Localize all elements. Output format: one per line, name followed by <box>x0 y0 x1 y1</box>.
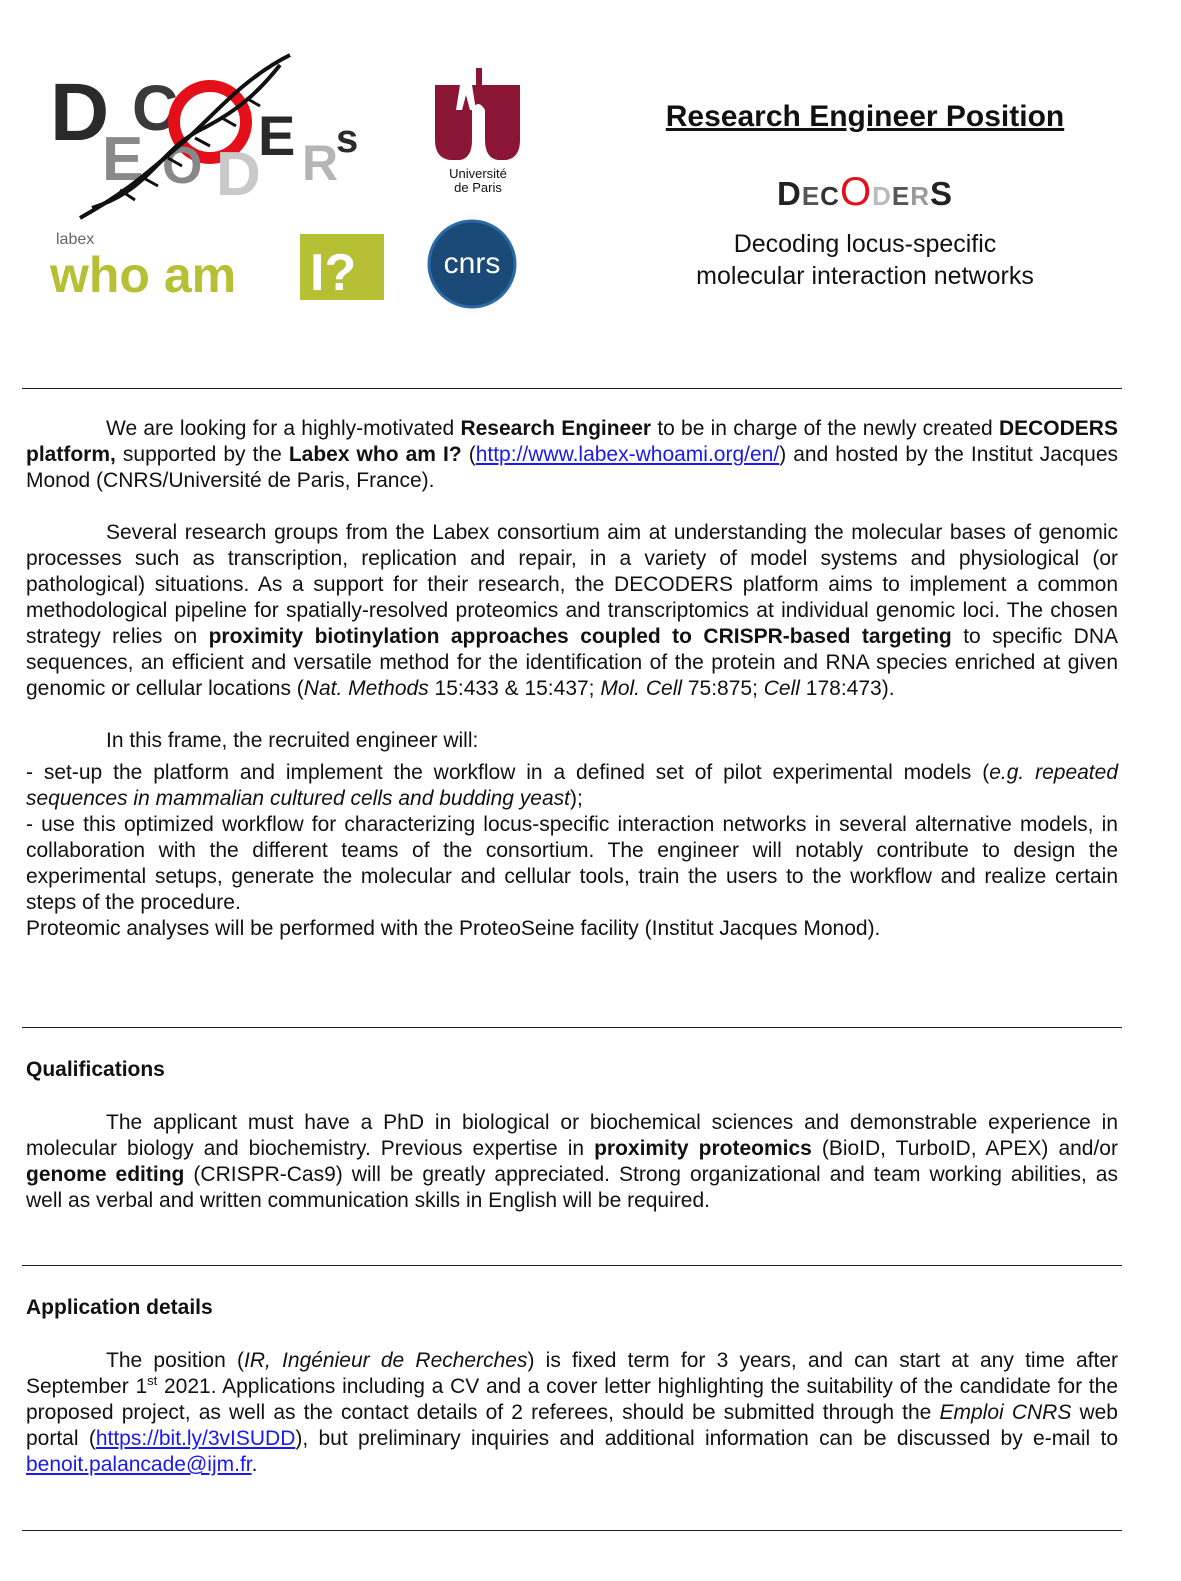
application-paragraph: The position (IR, Ingénieur de Recherches) is fixed term for 3 years, and can start at any time after September 1st 2021. Applications including a CV and a cover letter highlighting the suitability of the candidate for the proposed project, as well as the contact details of 2 referees, should be submitted through the Emploi CNRS web portal (https://bit.ly/3vISUDD), but preliminary inquiries and additional information can be discussed by e-mail to benoit.palancade@ijm.fr. <box>26 1349 1118 1476</box>
labex-whoami-logo <box>49 231 384 303</box>
svg-text:D: D <box>216 140 261 209</box>
svg-text:O: O <box>162 137 203 195</box>
universite-text-2: de Paris <box>454 180 502 195</box>
divider-2 <box>22 1027 1122 1028</box>
position-title: Research Engineer Position <box>665 100 1065 133</box>
svg-text:E: E <box>102 125 144 194</box>
universite-de-paris-logo <box>435 68 520 195</box>
universite-text-1: Université <box>449 166 507 181</box>
intro-section <box>26 416 1118 942</box>
qualifications-paragraph: The applicant must have a PhD in biological or biochemical sciences and demonstrable experience in molecular biology and biochemistry. Previous expertise in proximity proteomics (BioID, TurboID, APEX) and/or genome editing (CRISPR-Cas9) will be greatly appreciated. Strong organizational and team working abilities, as well as verbal and written communication skills in English will be required. <box>26 1111 1118 1212</box>
logos-area <box>40 40 540 320</box>
decoders-wordmark: DECODERS <box>776 170 953 214</box>
intro-paragraph-3: In this frame, the recruited engineer will: <box>106 729 479 752</box>
application-section <box>26 1348 1118 1478</box>
svg-text:D: D <box>50 67 110 158</box>
svg-text:who am: who am <box>50 247 237 303</box>
intro-paragraph-1: We are looking for a highly-motivated Research Engineer to be in charge of the newly created DECODERS platform, supported by the Labex who am I? (http://www.labex-whoami.org/en/) and hosted by the Institut Jacques Monod (CNRS/Université de Paris, France). <box>26 417 1118 492</box>
svg-text:R: R <box>302 135 339 191</box>
svg-text:s: s <box>336 117 359 161</box>
intro-paragraph-2: Several research groups from the Labex consortium aim at understanding the molecular bases of genomic processes such as transcription, replication and repair, in a variety of model systems and physiological (or pathological) situations. As a support for their research, the DECODERS platform aims to implement a common methodological pipeline for spatially-resolved proteomics and transcriptomics at individual genomic loci. The chosen strategy relies on proximity biotinylation approaches coupled to CRISPR-based targeting to specific DNA sequences, an efficient and versatile method for the identification of the protein and RNA species enriched at given genomic or cellular locations (Nat. Methods 15:433 & 15:437; Mol. Cell 75:875; Cell 178:473). <box>26 521 1118 700</box>
subtitle <box>650 228 1080 292</box>
bullet-2: - use this optimized workflow for characterizing locus-specific interaction networks in several alternative models, in collaboration with the different teams of the consortium. The engineer will notably contribute to design the experimental setups, generate the molecular and cellular tools, train the users to the workflow and realize certain steps of the procedure. <box>26 813 1118 914</box>
labex-label: labex <box>56 231 95 248</box>
subtitle-line-1: Decoding locus-specific <box>733 230 997 258</box>
divider-3 <box>22 1265 1122 1266</box>
contact-email-link[interactable]: benoit.palancade@ijm.fr <box>26 1453 252 1476</box>
svg-text:E: E <box>258 104 296 167</box>
qualifications-section <box>26 1110 1118 1214</box>
cnrs-logo <box>429 221 515 307</box>
bullet-1: - set-up the platform and implement the workflow in a defined set of pilot experimental models (e.g. repeated sequences in mammalian cultured cells and budding yeast); <box>26 761 1118 810</box>
divider-1 <box>22 388 1122 389</box>
proteomics-note: Proteomic analyses will be performed with the ProteoSeine facility (Institut Jacques Monod). <box>26 917 881 940</box>
cnrs-portal-link[interactable]: https://bit.ly/3vISUDD <box>95 1427 296 1450</box>
svg-text:C: C <box>132 72 179 144</box>
divider-4 <box>22 1530 1122 1531</box>
subtitle-line-2: molecular interaction networks <box>696 262 1034 290</box>
title-column <box>650 100 1080 292</box>
svg-text:I?: I? <box>310 244 357 302</box>
cnrs-text: cnrs <box>443 247 501 280</box>
decoders-logo <box>50 55 358 218</box>
labex-link[interactable]: http://www.labex-whoami.org/en/ <box>475 443 780 466</box>
qualifications-heading: Qualifications <box>26 1058 165 1081</box>
application-heading: Application details <box>26 1296 213 1319</box>
